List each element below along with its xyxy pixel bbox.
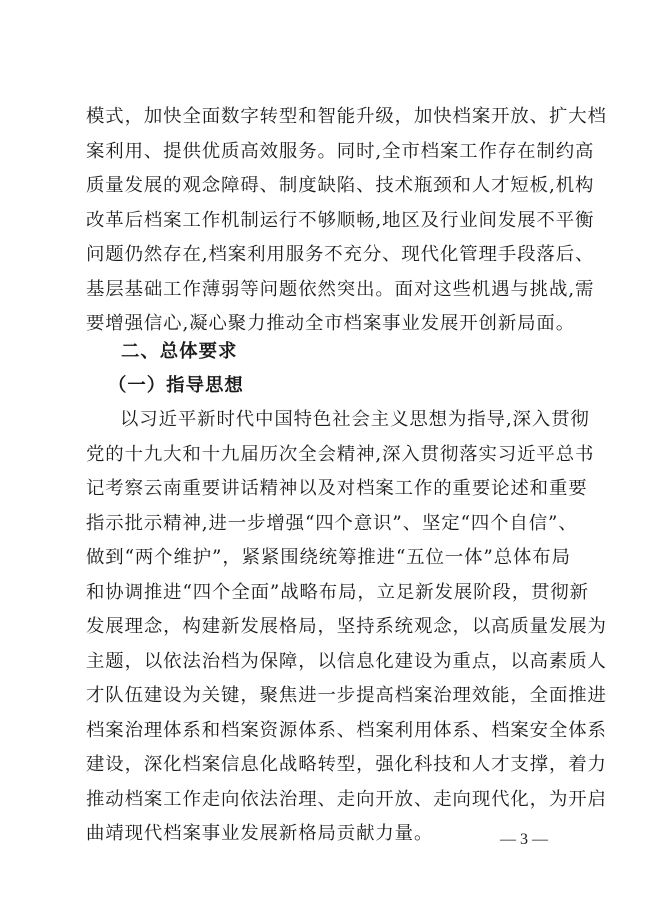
- paragraph-line: 记考察云南重要讲话精神以及对档案工作的重要论述和重要: [86, 478, 588, 499]
- paragraph-line: 发展理念，构建新发展格局，坚持系统观念，以高质量发展为: [86, 616, 607, 637]
- paragraph-line: 建设，深化档案信息化战略转型，强化科技和人才支撑，着力: [86, 754, 607, 775]
- page-number: — 3 —: [500, 831, 548, 848]
- paragraph-line: 改革后档案工作机制运行不够顺畅,地区及行业间发展不平衡: [86, 209, 595, 231]
- subsection-heading: （一）指导思想: [108, 375, 244, 396]
- paragraph-line: 主题，以依法治档为保障，以信息化建设为重点，以高素质人: [86, 650, 607, 672]
- section-heading: 二、总体要求: [121, 341, 238, 362]
- paragraph-line: 案利用、提供优质高效服务。同时,全市档案工作存在制约高: [86, 140, 595, 162]
- paragraph-line: 要增强信心,凝心聚力推动全市档案事业发展开创新局面。: [86, 313, 576, 334]
- paragraph-line: 曲靖现代档案事业发展新格局贡献力量。: [86, 823, 434, 844]
- paragraph-line: 党的十九大和十九届历次全会精神,深入贯彻落实习近平总书: [86, 443, 595, 465]
- paragraph-line: 做到“两个维护”，紧紧围绕统筹推进“五位一体”总体布局: [86, 547, 571, 568]
- paragraph-line: 推动档案工作走向依法治理、走向开放、走向现代化，为开启: [86, 788, 607, 810]
- paragraph-line: 基层基础工作薄弱等问题依然突出。面对这些机遇与挑战,需: [86, 278, 595, 300]
- paragraph-line: 和协调推进“四个全面”战略布局，立足新发展阶段，贯彻新: [86, 581, 589, 603]
- paragraph-line: 才队伍建设为关键，聚焦进一步提高档案治理效能，全面推进: [86, 685, 607, 706]
- paragraph-line: 问题仍然存在,档案利用服务不充分、现代化管理手段落后、: [86, 244, 595, 265]
- paragraph-line: 以习近平新时代中国特色社会主义思想为指导,深入贯彻: [120, 409, 590, 430]
- paragraph-line: 质量发展的观念障碍、制度缺陷、技术瓶颈和人才短板,机构: [86, 175, 595, 196]
- paragraph-line: 模式，加快全面数字转型和智能升级，加快档案开放、扩大档: [86, 106, 607, 127]
- paragraph-line: 指示批示精神,进一步增强“四个意识”、坚定“四个自信”、: [86, 512, 578, 534]
- guiding-ideology-paragraph: [86, 403, 607, 852]
- intro-paragraph: [86, 100, 607, 342]
- paragraph-line: 档案治理体系和档案资源体系、档案利用体系、档案安全体系: [86, 719, 607, 741]
